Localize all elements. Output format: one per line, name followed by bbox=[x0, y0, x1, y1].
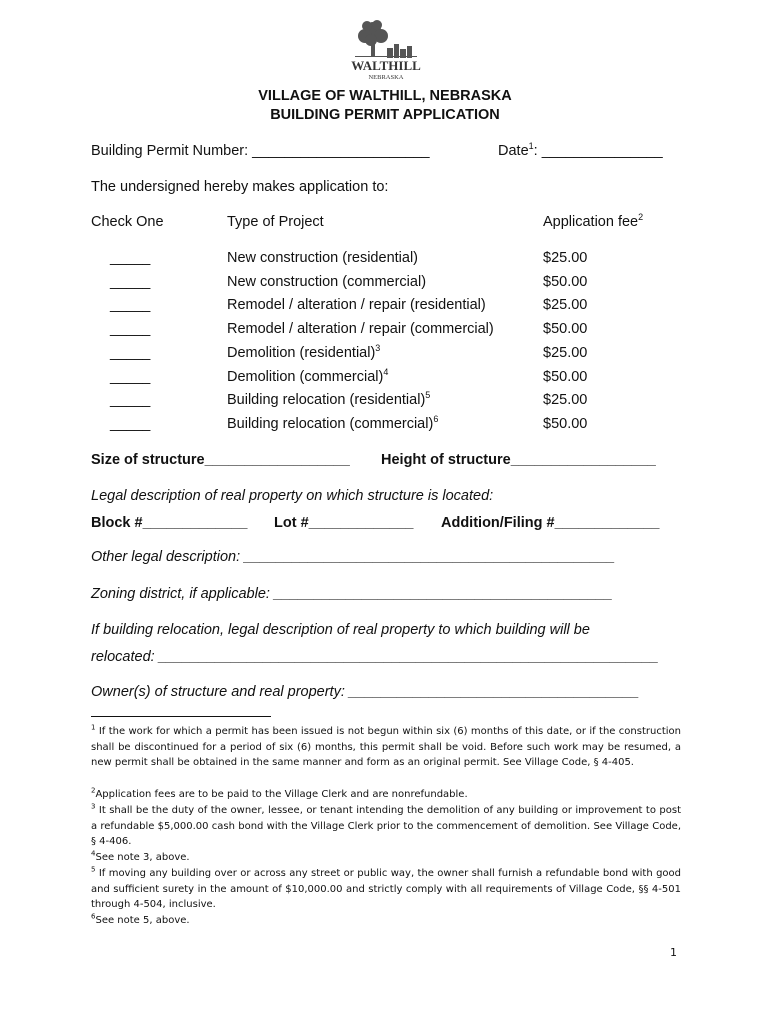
project-type bbox=[227, 250, 418, 266]
footnote-4 bbox=[91, 850, 681, 866]
project-type-label: Demolition (commercial) bbox=[227, 368, 384, 385]
owners-field[interactable]: Owner(s) of structure and real property: ____________________________________ bbox=[91, 684, 640, 700]
project-fee: $25.00 bbox=[543, 250, 588, 266]
page-number: 1 bbox=[670, 946, 677, 959]
project-type-label: Building relocation (commercial) bbox=[227, 415, 434, 432]
project-type bbox=[227, 416, 438, 432]
project-type-label: New construction (residential) bbox=[227, 250, 418, 266]
footnote-number: 1 bbox=[91, 723, 96, 732]
date-field[interactable] bbox=[498, 143, 663, 159]
footnote-text: It shall be the duty of the owner, lessee, or tenant intending the demolition of any building or improvement to post a refundable $5,000.00 cash bond with the Village Clerk prior to the commencement of demolition. See Village Code, § 4-406. bbox=[91, 805, 681, 848]
project-type bbox=[227, 366, 389, 385]
project-type bbox=[227, 274, 426, 290]
check-blank[interactable]: _____ bbox=[110, 250, 151, 266]
block-field[interactable]: Block #_____________ bbox=[91, 515, 248, 531]
project-type bbox=[227, 392, 430, 408]
relocation-label: If building relocation, legal description of real property to which building will be bbox=[91, 622, 590, 638]
project-type-label: Remodel / alteration / repair (commercial) bbox=[227, 321, 494, 338]
footnote-1 bbox=[91, 724, 681, 771]
project-fee: $50.00 bbox=[543, 273, 588, 290]
check-blank[interactable]: _____ bbox=[110, 392, 151, 409]
project-row bbox=[0, 342, 770, 365]
project-row bbox=[0, 366, 770, 389]
title-village: VILLAGE OF WALTHILL, NEBRASKA bbox=[258, 88, 512, 104]
permit-number-field[interactable]: Building Permit Number: ______________________ bbox=[91, 143, 430, 159]
project-fee: $50.00 bbox=[543, 321, 588, 338]
addition-field[interactable]: Addition/Filing #_____________ bbox=[441, 515, 660, 531]
zoning-field[interactable]: Zoning district, if applicable: __________________________________________ bbox=[91, 586, 613, 602]
footnote-number: 2 bbox=[91, 786, 96, 795]
relocation-field[interactable]: relocated: ______________________________________________________________ bbox=[91, 649, 659, 665]
check-blank[interactable]: _____ bbox=[110, 297, 151, 314]
footnote-3 bbox=[91, 803, 681, 850]
footnote-ref: 5 bbox=[425, 390, 431, 401]
footnote-divider bbox=[91, 716, 271, 717]
footnote-number: 3 bbox=[91, 802, 96, 811]
title-application: BUILDING PERMIT APPLICATION bbox=[270, 107, 500, 123]
footnote-text: See note 5, above. bbox=[95, 915, 190, 926]
date-label: Date bbox=[498, 143, 529, 159]
project-fee: $25.00 bbox=[543, 344, 588, 361]
footnote-text: If the work for which a permit has been issued is not begun within six (6) months of this date, or if the construction shall be discontinued for a period of six (6) months, this permit shall be void. Before such work may be resumed, a new permit shall be obtained in the same manner and form as an original permit. See Village Code, § 4-405. bbox=[91, 726, 681, 769]
check-blank[interactable]: _____ bbox=[110, 368, 151, 385]
footnote-ref: 6 bbox=[433, 414, 439, 425]
project-row bbox=[0, 274, 770, 294]
footnote-number: 4 bbox=[91, 849, 96, 858]
project-row bbox=[0, 250, 770, 270]
footnote-number: 5 bbox=[91, 865, 96, 874]
footnote-5 bbox=[91, 866, 681, 913]
project-fee: $50.00 bbox=[543, 368, 588, 385]
project-type-label: Building relocation (residential) bbox=[227, 392, 426, 409]
height-field[interactable]: Height of structure__________________ bbox=[381, 452, 656, 468]
footnote-6 bbox=[91, 913, 681, 929]
project-type bbox=[227, 297, 486, 313]
other-legal-field[interactable]: Other legal description: ______________________________________________ bbox=[91, 549, 616, 565]
check-blank[interactable]: _____ bbox=[110, 415, 151, 432]
footnote-ref: 3 bbox=[375, 342, 381, 353]
project-row bbox=[0, 392, 770, 412]
header-check-one: Check One bbox=[91, 214, 164, 230]
footnote-text: If moving any building over or across any street or public way, the owner shall furnish a refundable bond with good and sufficient surety in the amount of $10,000.00 and strictly comply with all requirements of Village Code, §§ 4-501 through 4-504, inclusive. bbox=[91, 868, 681, 911]
project-type-label: New construction (commercial) bbox=[227, 273, 427, 290]
walthill-logo bbox=[349, 16, 423, 82]
logo-wordmark: WALTHILL bbox=[351, 58, 421, 73]
footnote-2 bbox=[91, 787, 681, 803]
lot-field[interactable]: Lot #_____________ bbox=[274, 515, 414, 531]
project-type bbox=[227, 321, 494, 337]
project-fee: $50.00 bbox=[543, 415, 588, 432]
logo-subtitle: NEBRASKA bbox=[368, 74, 404, 81]
intro-text: The undersigned hereby makes application to: bbox=[91, 179, 389, 195]
project-fee: $25.00 bbox=[543, 297, 588, 314]
header-application-fee bbox=[543, 214, 643, 230]
footnote-number: 6 bbox=[91, 912, 96, 921]
header-type-of-project: Type of Project bbox=[227, 214, 324, 230]
project-type-label: Remodel / alteration / repair (residential) bbox=[227, 297, 486, 314]
project-fee: $25.00 bbox=[543, 392, 588, 409]
project-row bbox=[0, 297, 770, 317]
footnote-ref-1: 1 bbox=[528, 141, 534, 152]
tree-icon bbox=[349, 16, 423, 82]
fee-header-label: Application fee bbox=[543, 214, 639, 230]
project-row bbox=[0, 416, 770, 436]
footnote-text: Application fees are to be paid to the Village Clerk and are nonrefundable. bbox=[95, 789, 468, 800]
legal-description-label: Legal description of real property on which structure is located: bbox=[91, 488, 494, 504]
project-row bbox=[0, 321, 770, 341]
project-type-label: Demolition (residential) bbox=[227, 344, 376, 361]
size-field[interactable]: Size of structure__________________ bbox=[91, 452, 350, 468]
project-type bbox=[227, 342, 381, 361]
check-blank[interactable]: _____ bbox=[110, 344, 151, 361]
footnote-ref-2: 2 bbox=[638, 212, 644, 223]
check-blank[interactable]: _____ bbox=[110, 321, 151, 338]
footnote-ref: 4 bbox=[383, 366, 389, 377]
date-blank: : _______________ bbox=[533, 143, 663, 159]
check-blank[interactable]: _____ bbox=[110, 273, 151, 290]
footnote-text: See note 3, above. bbox=[95, 852, 190, 863]
